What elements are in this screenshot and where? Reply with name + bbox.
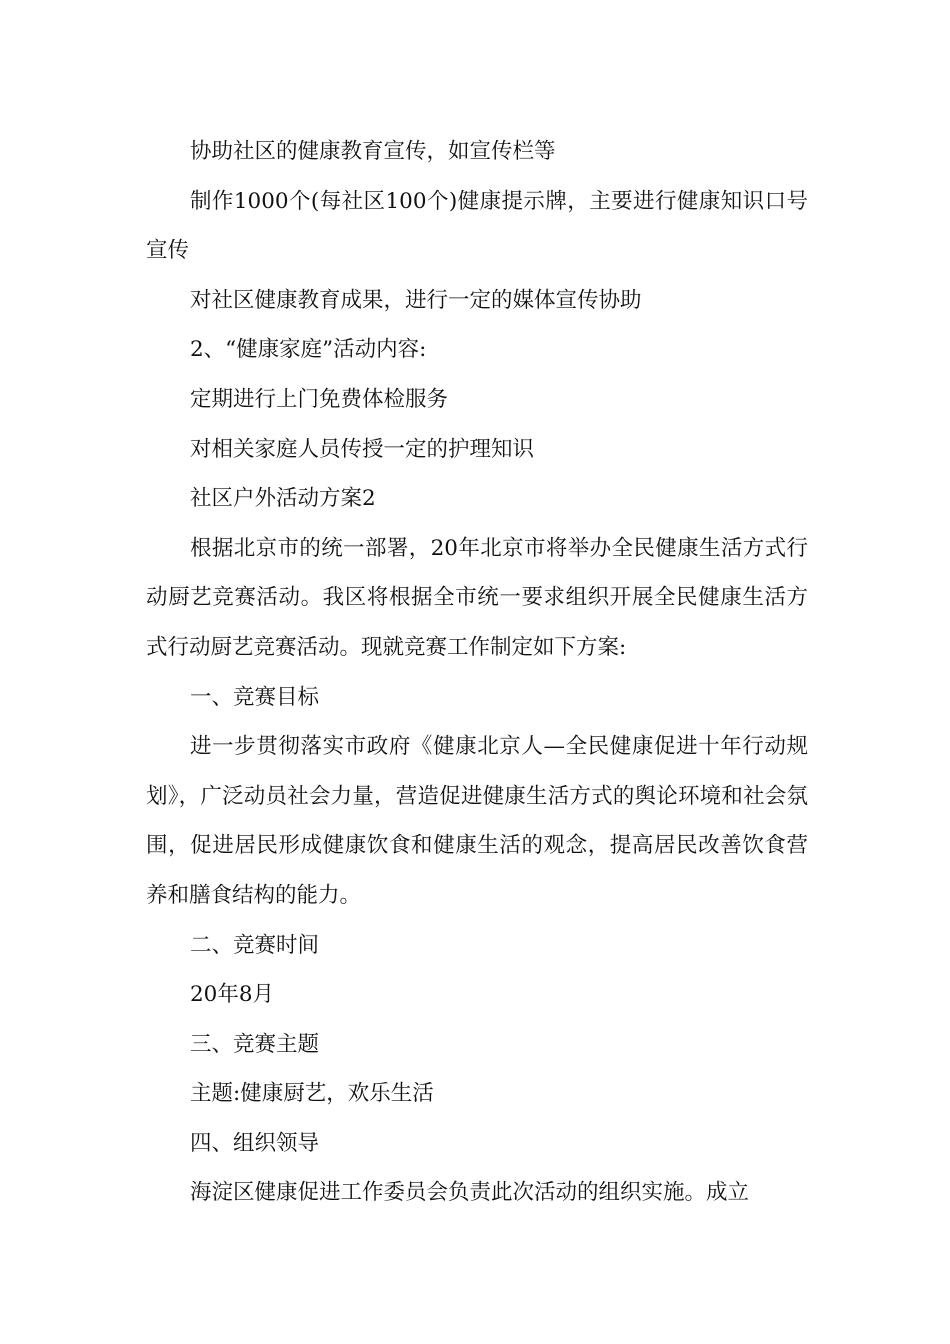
paragraph: 20年8月 (190, 982, 275, 1008)
section-heading: 一、竞赛目标 (190, 684, 320, 710)
section-heading: 2、“健康家庭”活动内容: (190, 337, 427, 363)
paragraph: 主题:健康厨艺，欢乐生活 (190, 1081, 434, 1107)
paragraph: 对相关家庭人员传授一定的护理知识 (190, 436, 535, 462)
paragraph: 制作1000个(每社区100个)健康提示牌，主要进行健康知识口号宣传 (146, 188, 808, 264)
paragraph: 根据北京市的统一部署，20年北京市将举办全民健康生活方式行动厨艺竞赛活动。我区将根据全市统一要求组织开展全民健康生活方式行动厨艺竞赛活动。现就竞赛工作制定如下方案: (146, 535, 808, 660)
paragraph: 海淀区健康促进工作委员会负责此次活动的组织实施。成立 (190, 1180, 750, 1206)
paragraph: 定期进行上门免费体检服务 (190, 386, 449, 412)
section-heading: 三、竞赛主题 (190, 1031, 320, 1057)
section-heading: 二、竞赛时间 (190, 932, 320, 958)
paragraph: 协助社区的健康教育宣传，如宣传栏等 (190, 139, 556, 164)
paragraph: 进一步贯彻落实市政府《健康北京人—全民健康促进十年行动规划》，广泛动员社会力量，营造促进健康生活方式的舆论环境和社会氛围，促进居民形成健康饮食和健康生活的观念，提高居民改善饮食营养和膳食结构的能力。 (146, 734, 808, 908)
section-heading: 四、组织领导 (190, 1130, 320, 1156)
document-body (146, 127, 808, 1218)
paragraph: 对社区健康教育成果，进行一定的媒体宣传协助 (190, 287, 642, 313)
document-title: 社区户外活动方案2 (190, 486, 376, 512)
